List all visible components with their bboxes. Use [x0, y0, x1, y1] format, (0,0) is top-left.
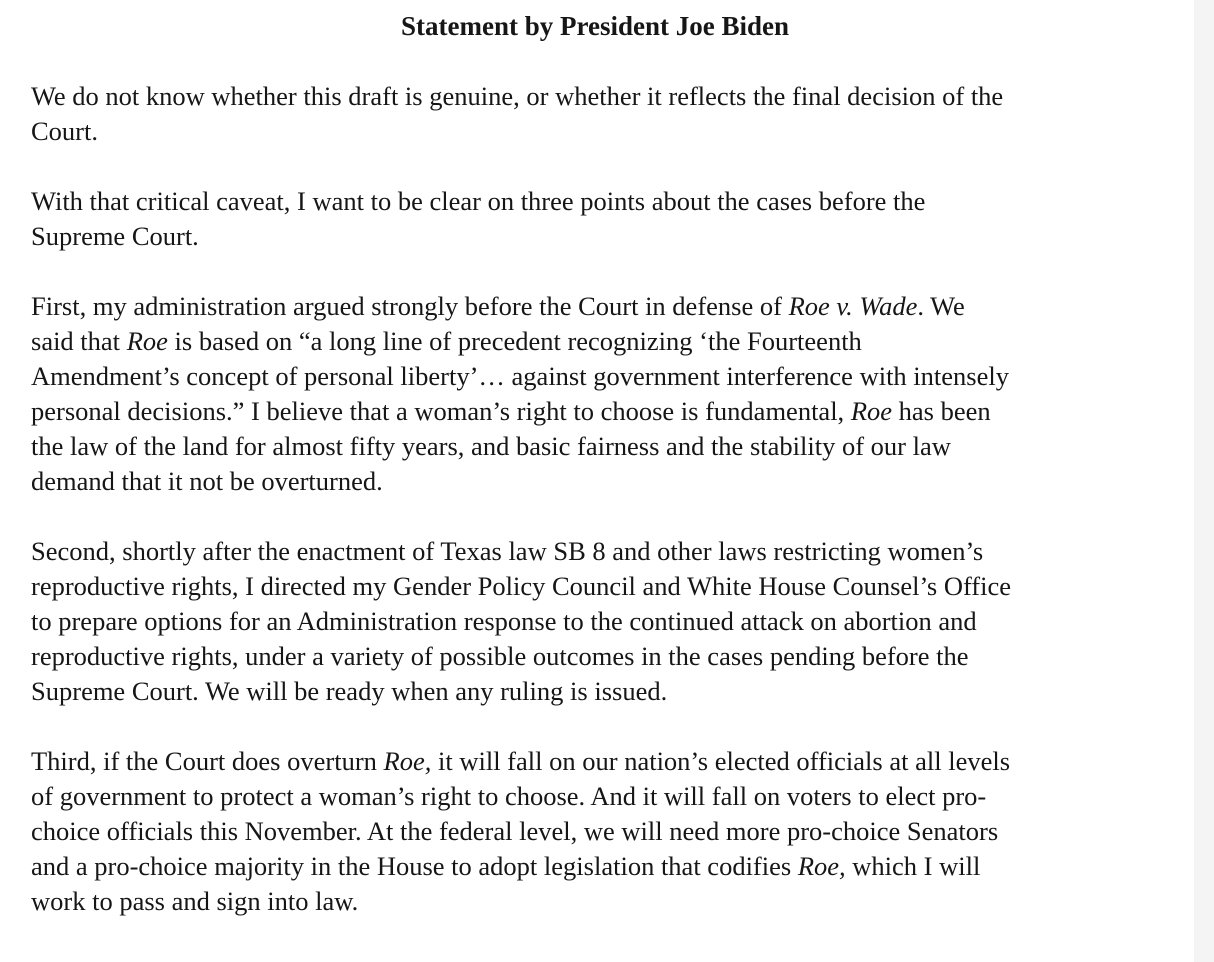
text-segment: which I will	[845, 851, 981, 881]
statement-body	[31, 79, 1171, 954]
text-segment: personal decisions.” I believe that a woman’s right to choose is fundamental,	[31, 396, 851, 426]
paragraph-1	[31, 79, 1171, 149]
text-segment: Supreme Court. We will be ready when any ruling is issued.	[31, 676, 668, 706]
case-name-italic: Roe,	[383, 746, 432, 776]
text-segment: We do not know whether this draft is genuine, or whether it reflects the final decision of the	[31, 81, 1004, 111]
text-segment: reproductive rights, I directed my Gender Policy Council and White House Counsel’s Office	[31, 571, 1012, 601]
text-line	[31, 674, 1171, 709]
text-segment: demand that it not be overturned.	[31, 466, 383, 496]
page-title: Statement by President Joe Biden	[401, 11, 789, 41]
text-segment: Court.	[31, 116, 98, 146]
paragraph-2	[31, 184, 1171, 254]
text-line	[31, 604, 1171, 639]
text-line	[31, 884, 1171, 919]
text-segment: to prepare options for an Administration response to the continued attack on abortion and	[31, 606, 977, 636]
text-line	[31, 639, 1171, 674]
text-segment: it will fall on our nation’s elected officials at all levels	[431, 746, 1011, 776]
text-segment: reproductive rights, under a variety of possible outcomes in the cases pending before the	[31, 641, 969, 671]
text-segment: is based on “a long line of precedent recognizing ‘the Fourteenth	[167, 326, 862, 356]
text-segment: With that critical caveat, I want to be clear on three points about the cases before the	[31, 186, 926, 216]
text-segment: work to pass and sign into law.	[31, 886, 359, 916]
text-segment: the law of the land for almost fifty years, and basic fairness and the stability of our law	[31, 431, 951, 461]
text-segment: Second, shortly after the enactment of Texas law SB 8 and other laws restricting women’s	[31, 536, 984, 566]
scroll-gutter	[1194, 0, 1214, 962]
text-line	[31, 114, 1171, 149]
text-line	[31, 849, 1171, 884]
text-line	[31, 779, 1171, 814]
paragraph-3	[31, 289, 1171, 499]
case-name-italic: Roe,	[797, 851, 846, 881]
text-line	[31, 429, 1171, 464]
case-name-italic: Roe	[126, 326, 168, 356]
text-line	[31, 394, 1171, 429]
text-line	[31, 464, 1171, 499]
text-segment: and a pro-choice majority in the House to adopt legislation that codifies	[31, 851, 798, 881]
text-segment: Amendment’s concept of personal liberty’… against government interference with intensely	[31, 361, 1009, 391]
text-segment: of government to protect a woman’s right to choose. And it will fall on voters to elect pro-	[31, 781, 987, 811]
text-line	[31, 534, 1171, 569]
text-line	[31, 289, 1171, 324]
text-segment: said that	[31, 326, 127, 356]
case-name-italic: Roe	[850, 396, 893, 426]
paragraph-5	[31, 744, 1171, 919]
text-line	[31, 569, 1171, 604]
text-segment: Third, if the Court does overturn	[31, 746, 384, 776]
text-line	[31, 744, 1171, 779]
text-line	[31, 79, 1171, 114]
text-line	[31, 814, 1171, 849]
text-line	[31, 219, 1171, 254]
text-segment: Supreme Court.	[31, 221, 199, 251]
text-segment: First, my administration argued strongly before the Court in defense of	[31, 291, 789, 321]
text-segment: has been	[892, 396, 991, 426]
text-line	[31, 184, 1171, 219]
text-segment: . We	[917, 291, 965, 321]
text-line	[31, 359, 1171, 394]
paragraph-4	[31, 534, 1171, 709]
text-segment: choice officials this November. At the federal level, we will need more pro-choice Senators	[31, 816, 999, 846]
text-line	[31, 324, 1171, 359]
case-name-italic: Roe v. Wade	[788, 291, 918, 321]
